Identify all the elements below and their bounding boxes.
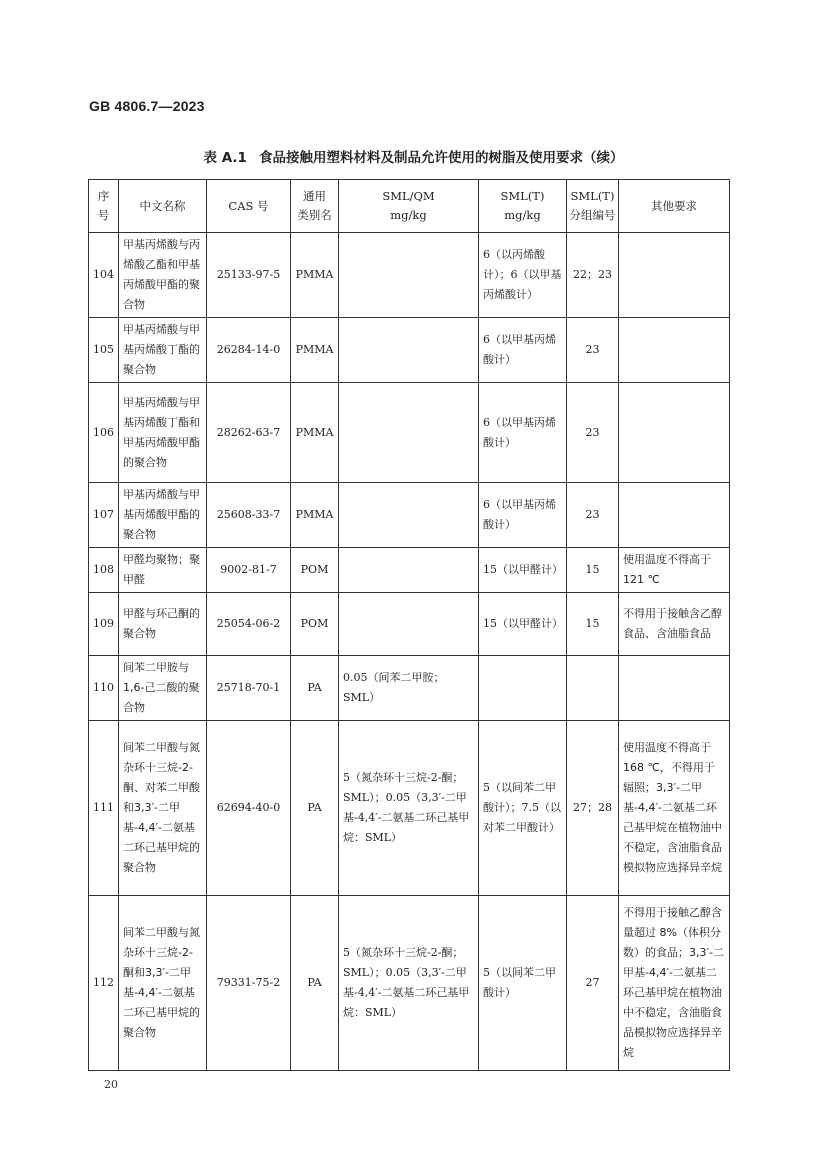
cell-no: 108 <box>89 548 119 593</box>
cell-category: PMMA <box>291 383 339 483</box>
cell-name: 甲醛与环己酮的聚合物 <box>119 593 207 656</box>
cell-sml-qm <box>339 483 479 548</box>
cell-sml-qm: 5（氮杂环十三烷-2-酮；SML）；0.05（3,3′-二甲基-4,4′-二氨基二环己基甲烷：SML） <box>339 896 479 1071</box>
table-caption <box>0 146 827 166</box>
cell-name: 间苯二甲酸与氮杂环十三烷-2-酮和3,3′-二甲基-4,4′-二氨基二环己基甲烷的聚合物 <box>119 896 207 1071</box>
table-caption-number: 表 A.1 <box>203 150 247 166</box>
cell-cas: 26284-14-0 <box>207 318 291 383</box>
table-caption-title: 食品接触用塑料材料及制品允许使用的树脂及使用要求（续） <box>258 150 624 166</box>
cell-sml-t: 6（以丙烯酸计）；6（以甲基丙烯酸计） <box>479 233 567 318</box>
resin-requirements-table <box>88 179 730 1071</box>
cell-sml-qm <box>339 318 479 383</box>
table-row <box>89 593 730 656</box>
cell-sml-t: 6（以甲基丙烯酸计） <box>479 318 567 383</box>
cell-category: PMMA <box>291 318 339 383</box>
standard-number: GB 4806.7—2023 <box>89 98 205 114</box>
cell-no: 104 <box>89 233 119 318</box>
cell-sml-t: 15（以甲醛计） <box>479 548 567 593</box>
cell-other: 不得用于接触含乙醇食品、含油脂食品 <box>619 593 730 656</box>
cell-category: PA <box>291 896 339 1071</box>
table-row <box>89 483 730 548</box>
cell-name: 甲基丙烯酸与甲基丙烯酸丁酯的聚合物 <box>119 318 207 383</box>
cell-sml-t: 5（以间苯二甲酸计） <box>479 896 567 1071</box>
table-row <box>89 233 730 318</box>
header-group: SML(T) 分组编号 <box>567 180 619 233</box>
cell-sml-t: 6（以甲基丙烯酸计） <box>479 383 567 483</box>
table-row <box>89 318 730 383</box>
cell-sml-t <box>479 656 567 721</box>
table-row <box>89 548 730 593</box>
cell-cas: 25133-97-5 <box>207 233 291 318</box>
cell-group: 23 <box>567 318 619 383</box>
header-no: 序 号 <box>89 180 119 233</box>
cell-name: 间苯二甲酸与氮杂环十三烷-2-酮、对苯二甲酸和3,3′-二甲基-4,4′-二氨基二环己基甲烷的聚合物 <box>119 721 207 896</box>
cell-group: 23 <box>567 483 619 548</box>
cell-sml-qm <box>339 593 479 656</box>
cell-category: PA <box>291 721 339 896</box>
cell-group: 15 <box>567 593 619 656</box>
cell-sml-qm <box>339 383 479 483</box>
cell-sml-qm <box>339 548 479 593</box>
cell-sml-t: 15（以甲醛计） <box>479 593 567 656</box>
cell-no: 110 <box>89 656 119 721</box>
cell-cas: 28262-63-7 <box>207 383 291 483</box>
cell-group <box>567 656 619 721</box>
header-sml-qm: SML/QM mg/kg <box>339 180 479 233</box>
cell-group: 23 <box>567 383 619 483</box>
cell-name: 甲醛均聚物；聚甲醛 <box>119 548 207 593</box>
cell-name: 甲基丙烯酸与丙烯酸乙酯和甲基丙烯酸甲酯的聚合物 <box>119 233 207 318</box>
cell-category: POM <box>291 548 339 593</box>
cell-other <box>619 318 730 383</box>
cell-group: 15 <box>567 548 619 593</box>
header-category: 通用 类别名 <box>291 180 339 233</box>
table-row <box>89 896 730 1071</box>
cell-sml-t: 6（以甲基丙烯酸计） <box>479 483 567 548</box>
cell-group: 27；28 <box>567 721 619 896</box>
cell-sml-qm: 0.05（间苯二甲胺；SML） <box>339 656 479 721</box>
cell-other <box>619 233 730 318</box>
cell-cas: 25718-70-1 <box>207 656 291 721</box>
table-header-row <box>89 180 730 233</box>
cell-cas: 79331-75-2 <box>207 896 291 1071</box>
cell-group: 22；23 <box>567 233 619 318</box>
page-number: 20 <box>104 1078 118 1091</box>
table-row <box>89 656 730 721</box>
cell-other: 不得用于接触乙醇含量超过 8%（体积分数）的食品；3,3′-二甲基-4,4′-二氨基二环己基甲烷在植物油中不稳定，含油脂食品模拟物应选择异辛烷 <box>619 896 730 1071</box>
cell-no: 106 <box>89 383 119 483</box>
header-name: 中文名称 <box>119 180 207 233</box>
cell-cas: 9002-81-7 <box>207 548 291 593</box>
cell-sml-t: 5（以间苯二甲酸计）；7.5（以对苯二甲酸计） <box>479 721 567 896</box>
cell-group: 27 <box>567 896 619 1071</box>
cell-no: 105 <box>89 318 119 383</box>
cell-no: 107 <box>89 483 119 548</box>
cell-other <box>619 383 730 483</box>
cell-other <box>619 656 730 721</box>
cell-sml-qm: 5（氮杂环十三烷-2-酮；SML）；0.05（3,3′-二甲基-4,4′-二氨基二环己基甲烷：SML） <box>339 721 479 896</box>
cell-cas: 25608-33-7 <box>207 483 291 548</box>
cell-other <box>619 483 730 548</box>
cell-no: 112 <box>89 896 119 1071</box>
header-cas: CAS 号 <box>207 180 291 233</box>
table-row <box>89 721 730 896</box>
cell-no: 111 <box>89 721 119 896</box>
cell-cas: 25054-06-2 <box>207 593 291 656</box>
cell-category: PMMA <box>291 233 339 318</box>
header-sml-t: SML(T) mg/kg <box>479 180 567 233</box>
cell-name: 甲基丙烯酸与甲基丙烯酸甲酯的聚合物 <box>119 483 207 548</box>
cell-category: PMMA <box>291 483 339 548</box>
cell-name: 间苯二甲胺与1,6-己二酸的聚合物 <box>119 656 207 721</box>
cell-name: 甲基丙烯酸与甲基丙烯酸丁酯和甲基丙烯酸甲酯的聚合物 <box>119 383 207 483</box>
cell-cas: 62694-40-0 <box>207 721 291 896</box>
cell-category: POM <box>291 593 339 656</box>
cell-no: 109 <box>89 593 119 656</box>
header-other: 其他要求 <box>619 180 730 233</box>
cell-other: 使用温度不得高于 121 ℃ <box>619 548 730 593</box>
table-row <box>89 383 730 483</box>
cell-category: PA <box>291 656 339 721</box>
cell-other: 使用温度不得高于 168 ℃，不得用于辐照；3,3′-二甲基-4,4′-二氨基二环己基甲烷在植物油中不稳定，含油脂食品模拟物应选择异辛烷 <box>619 721 730 896</box>
cell-sml-qm <box>339 233 479 318</box>
